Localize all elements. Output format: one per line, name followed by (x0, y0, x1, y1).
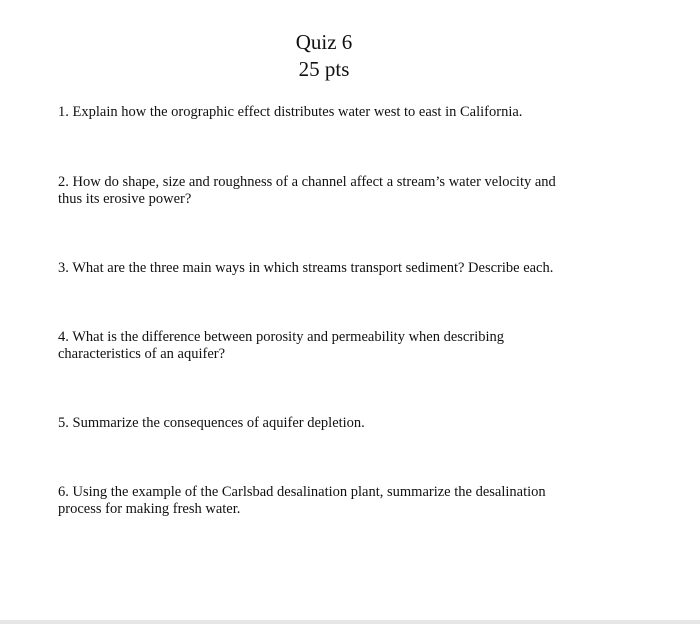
question-2-line-2: thus its erosive power? (58, 191, 192, 207)
question-3 (58, 260, 598, 277)
question-4 (58, 329, 598, 363)
question-5 (58, 415, 598, 432)
question-6 (58, 484, 598, 518)
question-2-line-1: 2. How do shape, size and roughness of a channel affect a stream’s water velocity and (58, 174, 556, 190)
question-4-line-2: characteristics of an aquifer? (58, 346, 226, 362)
question-3-line-1: 3. What are the three main ways in which streams transport sediment? Describe each. (58, 260, 554, 276)
page-bottom-divider (0, 620, 700, 624)
question-6-line-2: process for making fresh water. (58, 501, 241, 517)
quiz-title: Quiz 6 (295, 30, 353, 54)
question-2 (58, 174, 598, 208)
question-5-line-1: 5. Summarize the consequences of aquifer depletion. (58, 415, 365, 431)
question-1 (58, 104, 598, 121)
quiz-points: 25 pts (298, 57, 350, 81)
question-6-line-1: 6. Using the example of the Carlsbad desalination plant, summarize the desalination (58, 484, 546, 500)
question-4-line-1: 4. What is the difference between porosity and permeability when describing (58, 329, 505, 345)
question-1-line-1: 1. Explain how the orographic effect distributes water west to east in California. (58, 104, 523, 120)
